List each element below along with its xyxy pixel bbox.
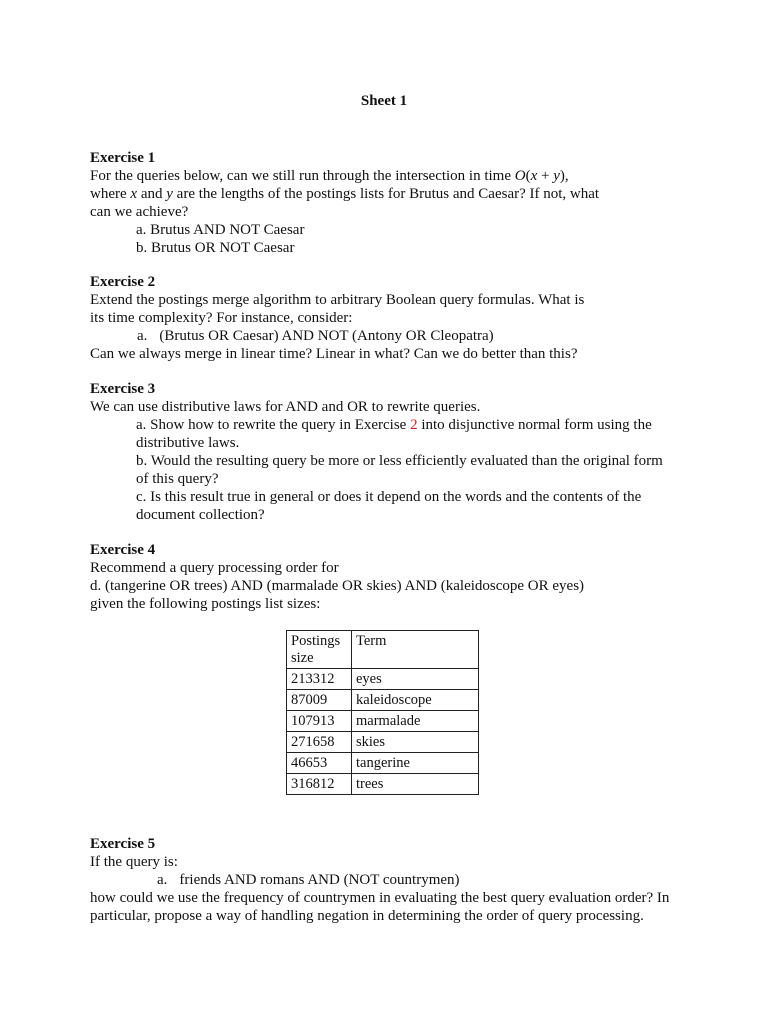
exercise-3-item-a — [90, 416, 680, 434]
exercise-2-item-a-text: (Brutus OR Caesar) AND NOT (Antony OR Cleopatra) — [159, 328, 494, 344]
exercise-1-item-a: a. Brutus AND NOT Caesar — [136, 222, 305, 238]
exercise-1-line-2 — [90, 185, 680, 203]
exercise-2-item-a — [90, 327, 680, 345]
math-x: x — [130, 186, 138, 202]
table-cell-size: 213312 — [287, 669, 352, 690]
exercise-1-text: For the queries below, can we still run through the intersection in time — [90, 168, 515, 184]
exercise-1-text: where — [90, 186, 131, 202]
exercise-3-heading: Exercise 3 — [90, 381, 156, 397]
exercise-3-line-1: We can use distributive laws for AND and OR to rewrite queries. — [90, 399, 481, 415]
table-header-cell: Postings size — [287, 631, 352, 669]
exercise-3-item-c: c. Is this result true in general or does it depend on the words and the contents of the — [136, 489, 642, 505]
exercise-4-line-3: given the following postings list sizes: — [90, 596, 321, 612]
exercise-5-line-2: how could we use the frequency of countrymen in evaluating the best query evaluation order? In — [90, 890, 670, 906]
big-o-symbol: O — [514, 168, 526, 184]
list-marker: a. — [157, 872, 168, 888]
table-cell-term: trees — [352, 774, 479, 795]
exercise-1-text: and — [137, 186, 167, 202]
table-row — [287, 774, 479, 795]
exercise-3-item-c-cont: document collection? — [136, 507, 265, 523]
exercise-4-heading: Exercise 4 — [90, 542, 156, 558]
table-row — [287, 669, 479, 690]
exercise-3-item-b: b. Would the resulting query be more or less efficiently evaluated than the original form — [136, 453, 663, 469]
math-x: x — [530, 168, 538, 184]
exercise-2-heading: Exercise 2 — [90, 274, 156, 290]
exercise-5 — [90, 835, 690, 925]
exercise-2-line-2: its time complexity? For instance, consider: — [90, 310, 353, 326]
table-cell-size: 46653 — [287, 753, 352, 774]
table-cell-size: 107913 — [287, 711, 352, 732]
table-header-cell: Term — [352, 631, 479, 669]
table-row — [287, 711, 479, 732]
table-row — [287, 732, 479, 753]
table-cell-term: marmalade — [352, 711, 479, 732]
list-marker: a. — [137, 328, 148, 344]
table-cell-size: 271658 — [287, 732, 352, 753]
table-cell-term: eyes — [352, 669, 479, 690]
paren-close: ), — [559, 168, 569, 184]
exercise-5-item-a — [90, 871, 690, 889]
table-cell-size: 87009 — [287, 690, 352, 711]
exercise-2-line-3: Can we always merge in linear time? Linear in what? Can we do better than this? — [90, 346, 578, 362]
math-y: y — [553, 168, 560, 184]
exercise-3-item-a-text: a. Show how to rewrite the query in Exercise — [136, 417, 411, 433]
exercise-5-line-1: If the query is: — [90, 854, 178, 870]
table-header-row — [287, 631, 479, 669]
postings-size-table — [286, 630, 479, 795]
exercise-1-text: are the lengths of the postings lists for Brutus and Caesar? If not, what — [172, 186, 600, 202]
exercise-1-line-1 — [90, 167, 680, 185]
table-cell-term: kaleidoscope — [352, 690, 479, 711]
page-title: Sheet 1 — [360, 93, 408, 109]
exercise-3-item-a-text: into disjunctive normal form using the — [417, 417, 652, 433]
exercise-5-item-a-text: friends AND romans AND (NOT countrymen) — [179, 872, 460, 888]
math-y: y — [166, 186, 173, 202]
table-cell-size: 316812 — [287, 774, 352, 795]
exercise-reference-link[interactable]: 2 — [410, 417, 418, 433]
paren-open: ( — [525, 168, 531, 184]
exercise-1-item-b: b. Brutus OR NOT Caesar — [136, 240, 295, 256]
exercise-4-line-2: d. (tangerine OR trees) AND (marmalade OR skies) AND (kaleidoscope OR eyes) — [90, 578, 585, 594]
exercise-3-item-a-cont: distributive laws. — [136, 435, 240, 451]
table-row — [287, 753, 479, 774]
exercise-5-heading: Exercise 5 — [90, 836, 156, 852]
table-row — [287, 690, 479, 711]
table-cell-term: tangerine — [352, 753, 479, 774]
table-cell-term: skies — [352, 732, 479, 753]
exercise-4 — [90, 541, 680, 613]
exercise-3 — [90, 380, 680, 524]
exercise-2 — [90, 273, 680, 363]
exercise-3-item-b-cont: of this query? — [136, 471, 219, 487]
exercise-1-heading: Exercise 1 — [90, 150, 156, 166]
exercise-5-line-3: particular, propose a way of handling negation in determining the order of query processing. — [90, 908, 644, 924]
exercise-2-line-1: Extend the postings merge algorithm to arbitrary Boolean query formulas. What is — [90, 292, 585, 308]
math-plus: + — [537, 168, 554, 184]
exercise-4-line-1: Recommend a query processing order for — [90, 560, 339, 576]
exercise-1 — [90, 149, 680, 257]
exercise-1-line-3: can we achieve? — [90, 204, 189, 220]
